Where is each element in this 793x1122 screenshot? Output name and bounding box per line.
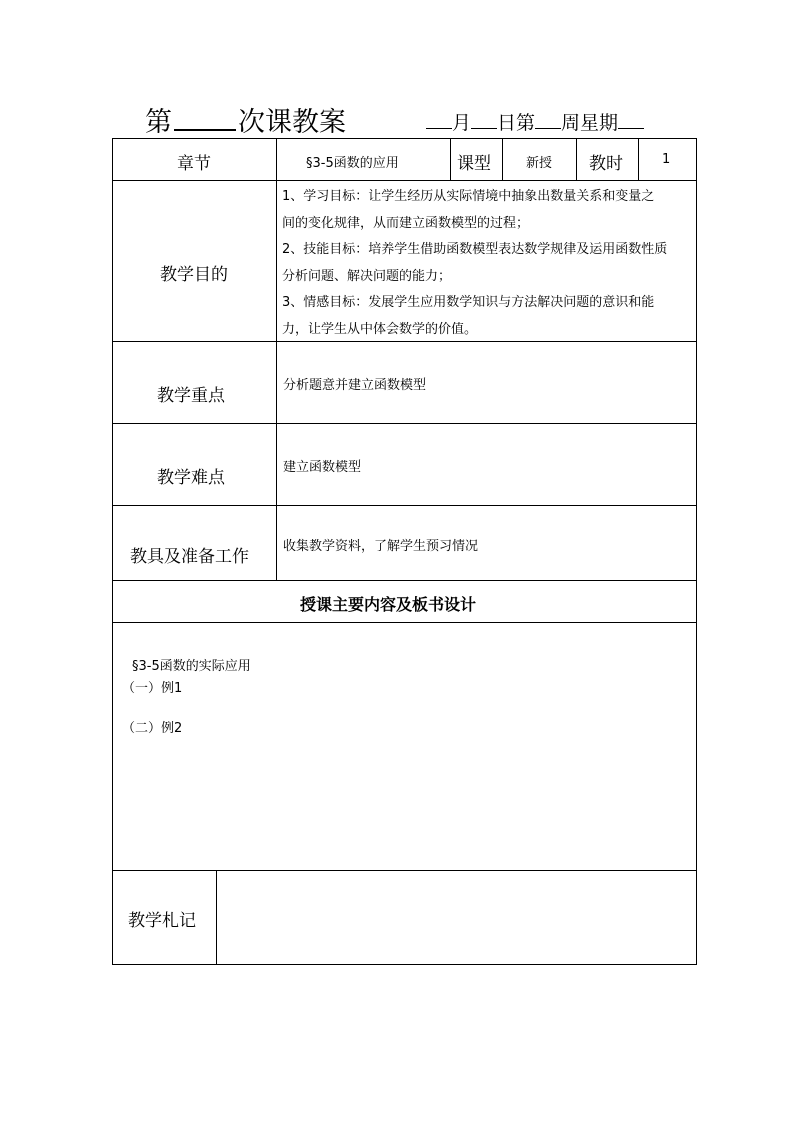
chapter-value: §3-5函数的应用 <box>306 156 399 171</box>
content-item-2: （二）例2 <box>122 721 183 736</box>
goals-line: 1、学习目标：让学生经历从实际情境中抽象出数量关系和变量之 <box>282 189 655 204</box>
main-content-header: 授课主要内容及板书设计 <box>300 595 477 614</box>
hours-label: 教时 <box>589 154 623 174</box>
focus-value: 分析题意并建立函数模型 <box>283 378 427 393</box>
column-divider <box>450 138 451 180</box>
goals-line: 分析问题、解决问题的能力； <box>282 268 452 284</box>
column-divider <box>502 138 503 180</box>
week-blank <box>535 112 561 129</box>
goals-list <box>282 184 692 343</box>
row-divider <box>112 580 697 581</box>
goals-label: 教学目的 <box>160 265 228 285</box>
focus-label: 教学重点 <box>157 386 225 406</box>
row-divider <box>112 505 697 506</box>
row-divider <box>112 622 697 623</box>
date-line <box>426 108 644 135</box>
goals-line: 间的变化规律，从而建立函数模型的过程； <box>282 215 530 231</box>
lesson-type-value: 新授 <box>526 156 553 171</box>
row-divider <box>112 180 697 181</box>
prep-label: 教具及准备工作 <box>130 547 249 567</box>
row-divider <box>112 423 697 424</box>
notes-label: 教学札记 <box>128 911 196 931</box>
difficulty-value: 建立函数模型 <box>283 460 362 475</box>
row-divider <box>112 870 697 871</box>
date-month-text: 月 <box>452 112 472 134</box>
goals-line: 力，让学生从中体会数学的价值。 <box>282 321 478 337</box>
goals-line: 3、情感目标：发展学生应用数学知识与方法解决问题的意识和能 <box>282 295 655 310</box>
date-weekday-text: 周星期 <box>561 112 619 134</box>
page-title <box>145 100 346 139</box>
content-item-1: （一）例1 <box>122 681 183 696</box>
column-divider <box>276 138 277 580</box>
title-prefix: 第 <box>145 107 172 138</box>
chapter-label: 章节 <box>177 154 211 174</box>
prep-value: 收集教学资料，了解学生预习情况 <box>283 539 479 554</box>
title-suffix: 次课教案 <box>238 107 346 138</box>
day-blank <box>471 112 497 129</box>
month-blank <box>426 112 452 129</box>
session-number-blank <box>174 107 236 131</box>
weekday-blank <box>618 112 644 129</box>
date-day-week-text: 日第 <box>497 112 536 134</box>
difficulty-label: 教学难点 <box>157 468 225 488</box>
lesson-type-label: 课型 <box>457 154 491 174</box>
hours-value: 1 <box>662 152 671 167</box>
goals-line: 2、技能目标：培养学生借助函数模型表达数学规律及运用函数性质 <box>282 242 668 257</box>
content-title: §3-5函数的实际应用 <box>132 659 251 674</box>
column-divider <box>216 870 217 965</box>
column-divider <box>638 138 639 180</box>
column-divider <box>576 138 577 180</box>
